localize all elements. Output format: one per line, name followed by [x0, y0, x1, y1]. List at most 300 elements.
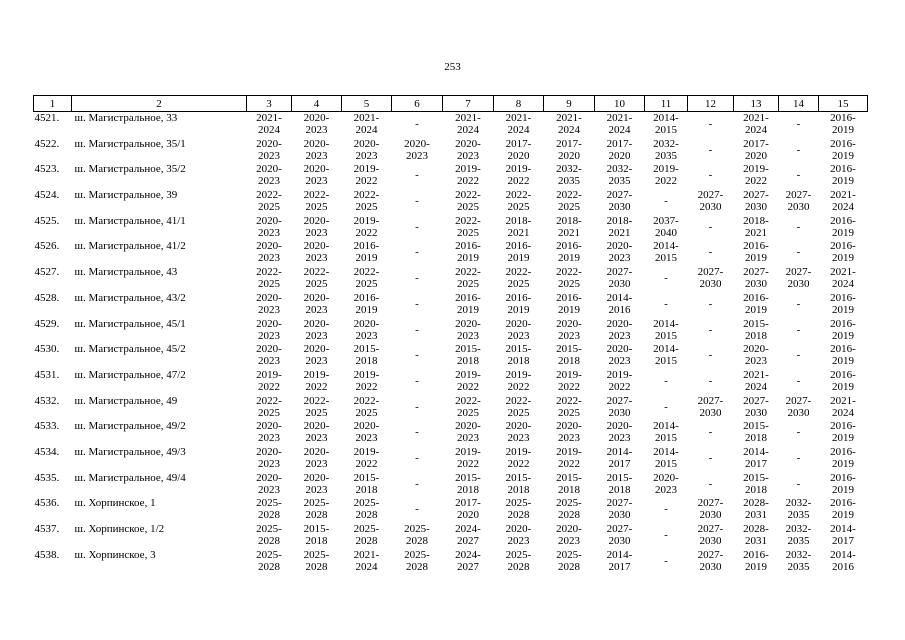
year-range-cell: 2016- 2019	[830, 368, 856, 393]
year-range-cell: 2021- 2024	[830, 394, 856, 419]
year-range-cell: 2014- 2015	[653, 420, 679, 445]
year-range-cell: 2014- 2015	[653, 112, 679, 136]
row-address: ш. Магистральное, 49/3	[74, 445, 186, 458]
row-address: ш. Магистральное, 33	[74, 112, 178, 124]
year-range-cell: 2022- 2025	[505, 189, 532, 214]
column-header: 7	[443, 96, 494, 112]
year-range-cell: -	[415, 349, 419, 362]
year-range-cell: -	[415, 477, 419, 490]
year-range-cell: 2022- 2025	[303, 394, 330, 419]
year-range-cell: 2015- 2018	[606, 471, 633, 496]
year-range-cell: -	[664, 374, 668, 387]
year-range-cell: 2021- 2024	[743, 112, 769, 136]
year-range-cell: -	[415, 246, 419, 259]
year-range-cell: 2037- 2040	[653, 214, 679, 239]
year-range-cell: 2014- 2015	[653, 240, 679, 265]
year-range-cell: 2019- 2022	[505, 368, 532, 393]
year-range-cell: 2019- 2022	[303, 368, 330, 393]
column-header: 2	[72, 96, 247, 112]
table-row	[34, 343, 868, 369]
year-range-cell: 2015- 2018	[743, 420, 769, 445]
year-range-cell: 2017- 2020	[455, 497, 481, 522]
year-range-cell: 2016- 2019	[830, 163, 856, 188]
year-range-cell: 2027- 2030	[697, 394, 724, 419]
year-range-cell: 2025- 2028	[256, 523, 282, 547]
year-range-cell: 2032- 2035	[785, 523, 812, 547]
year-range-cell: 2014- 2017	[830, 523, 856, 547]
year-range-cell: -	[664, 554, 668, 567]
table-row	[34, 472, 868, 498]
year-range-cell: 2020- 2023	[353, 420, 380, 445]
year-range-cell: -	[415, 297, 419, 310]
row-number: 4535.	[34, 471, 60, 484]
year-range-cell: 2020- 2023	[606, 240, 633, 265]
year-range-cell: 2025- 2028	[256, 497, 282, 522]
row-number: 4523.	[34, 163, 60, 176]
year-range-cell: -	[415, 169, 419, 182]
row-address: ш. Хорпинское, 3	[74, 548, 156, 561]
year-range-cell: 2021- 2024	[743, 368, 769, 393]
year-range-cell: -	[415, 400, 419, 413]
year-range-cell: -	[796, 426, 801, 439]
table-row	[34, 163, 868, 189]
year-range-cell: 2025- 2028	[353, 523, 380, 547]
year-range-cell: 2020- 2023	[353, 137, 380, 162]
year-range-cell: -	[796, 220, 801, 233]
year-range-cell: -	[708, 143, 713, 156]
year-range-cell: -	[415, 323, 419, 336]
year-range-cell: 2019- 2022	[653, 163, 679, 188]
row-address: ш. Магистральное, 47/2	[74, 368, 186, 381]
year-range-cell: 2019- 2022	[556, 368, 582, 393]
year-range-cell: 2025- 2028	[303, 497, 330, 522]
year-range-cell: 2022- 2025	[455, 214, 481, 239]
year-range-cell: 2017- 2020	[606, 137, 633, 162]
year-range-cell: 2016- 2019	[830, 214, 856, 239]
year-range-cell: 2016- 2019	[830, 497, 856, 522]
year-range-cell: 2016- 2019	[830, 420, 856, 445]
year-range-cell: 2016- 2019	[830, 291, 856, 316]
year-range-cell: 2020- 2023	[455, 137, 481, 162]
year-range-cell: 2019- 2022	[353, 214, 380, 239]
row-address: ш. Магистральное, 39	[74, 189, 178, 202]
year-range-cell: 2025- 2028	[404, 548, 430, 573]
year-range-cell: -	[796, 297, 801, 310]
year-range-cell: 2019- 2022	[353, 368, 380, 393]
year-range-cell: 2015- 2018	[505, 343, 532, 368]
year-range-cell: 2027- 2030	[606, 523, 633, 547]
year-range-cell: -	[796, 118, 801, 130]
row-number: 4529.	[34, 317, 60, 330]
year-range-cell: 2016- 2019	[505, 240, 532, 265]
year-range-cell: -	[664, 503, 668, 516]
year-range-cell: 2015- 2018	[353, 343, 380, 368]
year-range-cell: 2019- 2022	[455, 445, 481, 470]
year-range-cell: 2022- 2025	[353, 266, 380, 291]
year-range-cell: -	[664, 195, 668, 208]
year-range-cell: 2020- 2023	[256, 240, 282, 265]
column-header: 4	[292, 96, 342, 112]
row-address: ш. Магистральное, 45/1	[74, 317, 186, 330]
year-range-cell: -	[708, 451, 713, 464]
year-range-cell: -	[415, 426, 419, 439]
year-range-cell: 2014- 2015	[653, 317, 679, 342]
year-range-cell: 2015- 2018	[556, 471, 582, 496]
year-range-cell: 2020- 2023	[256, 137, 282, 162]
year-range-cell: 2014- 2015	[653, 343, 679, 368]
year-range-cell: 2020- 2023	[606, 420, 633, 445]
year-range-cell: 2019- 2022	[606, 368, 633, 393]
row-number: 4522.	[34, 137, 60, 150]
table-row	[34, 523, 868, 549]
year-range-cell: 2016- 2019	[830, 471, 856, 496]
year-range-cell: 2027- 2030	[606, 497, 633, 522]
year-range-cell: 2027- 2030	[697, 497, 724, 522]
table-row	[34, 369, 868, 395]
year-range-cell: 2017- 2020	[556, 137, 582, 162]
year-range-cell: 2014- 2015	[653, 445, 679, 470]
year-range-cell: 2021- 2024	[606, 112, 633, 136]
year-range-cell: 2021- 2024	[830, 266, 856, 291]
year-range-cell: 2025- 2028	[556, 548, 582, 573]
year-range-cell: -	[415, 195, 419, 208]
year-range-cell: 2016- 2019	[830, 317, 856, 342]
year-range-cell: -	[664, 297, 668, 310]
row-number: 4532.	[34, 394, 60, 407]
year-range-cell: 2022- 2025	[353, 189, 380, 214]
column-header: 15	[819, 96, 868, 112]
year-range-cell: 2018- 2021	[606, 214, 633, 239]
row-number: 4525.	[34, 214, 60, 227]
year-range-cell: -	[796, 349, 801, 362]
year-range-cell: 2020- 2023	[256, 420, 282, 445]
year-range-cell: 2028- 2031	[743, 523, 769, 547]
year-range-cell: 2021- 2024	[505, 112, 532, 136]
year-range-cell: 2020- 2023	[505, 420, 532, 445]
row-number: 4537.	[34, 523, 60, 535]
table-row	[34, 318, 868, 344]
year-range-cell: -	[664, 529, 668, 541]
year-range-cell: 2022- 2025	[256, 266, 282, 291]
row-number: 4526.	[34, 240, 60, 253]
table-row	[34, 549, 868, 575]
year-range-cell: 2022- 2025	[556, 266, 582, 291]
year-range-cell: 2020- 2023	[743, 343, 769, 368]
column-header: 11	[645, 96, 688, 112]
year-range-cell: 2020- 2023	[256, 445, 282, 470]
year-range-cell: 2021- 2024	[556, 112, 582, 136]
year-range-cell: -	[708, 374, 713, 387]
year-range-cell: 2021- 2024	[353, 112, 380, 136]
year-range-cell: 2020- 2023	[556, 317, 582, 342]
year-range-cell: 2015- 2018	[556, 343, 582, 368]
year-range-cell: 2027- 2030	[606, 266, 633, 291]
year-range-cell: 2014- 2016	[606, 291, 633, 316]
row-number: 4534.	[34, 445, 60, 458]
year-range-cell: 2022- 2025	[455, 394, 481, 419]
year-range-cell: 2027- 2030	[785, 394, 812, 419]
year-range-cell: 2016- 2019	[830, 343, 856, 368]
year-range-cell: 2014- 2017	[606, 548, 633, 573]
year-range-cell: 2025- 2028	[256, 548, 282, 573]
year-range-cell: 2021- 2024	[353, 548, 380, 573]
row-number: 4531.	[34, 368, 60, 381]
year-range-cell: 2016- 2019	[455, 240, 481, 265]
year-range-cell: 2022- 2025	[505, 394, 532, 419]
year-range-cell: 2016- 2019	[830, 112, 856, 136]
year-range-cell: -	[415, 220, 419, 233]
year-range-cell: 2028- 2031	[743, 497, 769, 522]
column-header: 1	[34, 96, 72, 112]
year-range-cell: -	[708, 297, 713, 310]
year-range-cell: 2016- 2019	[353, 291, 380, 316]
year-range-cell: 2022- 2025	[455, 266, 481, 291]
year-range-cell: 2020- 2023	[303, 137, 330, 162]
year-range-cell: 2019- 2022	[353, 445, 380, 470]
year-range-cell: 2020- 2023	[303, 317, 330, 342]
year-range-cell: 2032- 2035	[556, 163, 582, 188]
year-range-cell: -	[796, 169, 801, 182]
year-range-cell: -	[796, 374, 801, 387]
year-range-cell: 2020- 2023	[303, 343, 330, 368]
year-range-cell: 2020- 2023	[303, 163, 330, 188]
row-address: ш. Магистральное, 35/2	[74, 163, 186, 176]
year-range-cell: -	[708, 349, 713, 362]
year-range-cell: 2027- 2030	[743, 266, 769, 291]
year-range-cell: 2020- 2023	[303, 471, 330, 496]
year-range-cell: -	[796, 143, 801, 156]
year-range-cell: -	[415, 503, 419, 516]
row-number: 4536.	[34, 497, 60, 510]
year-range-cell: 2019- 2022	[455, 368, 481, 393]
year-range-cell: 2016- 2019	[556, 291, 582, 316]
row-address: ш. Магистральное, 49/2	[74, 420, 186, 433]
row-number: 4533.	[34, 420, 60, 433]
year-range-cell: 2019- 2022	[505, 445, 532, 470]
row-number: 4538.	[34, 548, 60, 561]
year-range-cell: 2022- 2025	[353, 394, 380, 419]
year-range-cell: 2019- 2022	[256, 368, 282, 393]
row-number: 4527.	[34, 266, 60, 279]
column-header: 10	[595, 96, 645, 112]
year-range-cell: 2027- 2030	[697, 548, 724, 573]
table-header-row	[34, 96, 868, 112]
year-range-cell: -	[708, 426, 713, 439]
year-range-cell: 2020- 2023	[303, 240, 330, 265]
year-range-cell: -	[708, 246, 713, 259]
year-range-cell: 2020- 2023	[353, 317, 380, 342]
column-header: 12	[688, 96, 734, 112]
year-range-cell: -	[415, 272, 419, 285]
year-range-cell: 2022- 2025	[505, 266, 532, 291]
year-range-cell: 2020- 2023	[256, 291, 282, 316]
year-range-cell: 2024- 2027	[455, 523, 481, 547]
year-range-cell: 2020- 2023	[303, 445, 330, 470]
column-header: 13	[734, 96, 779, 112]
year-range-cell: 2015- 2018	[743, 471, 769, 496]
table-row	[34, 292, 868, 318]
table-row	[34, 240, 868, 266]
row-number: 4528.	[34, 291, 60, 304]
year-range-cell: 2020- 2023	[455, 420, 481, 445]
year-range-cell: 2024- 2027	[455, 548, 481, 573]
year-range-cell: 2020- 2023	[256, 214, 282, 239]
year-range-cell: 2021- 2024	[455, 112, 481, 136]
year-range-cell: 2021- 2024	[830, 189, 856, 214]
year-range-cell: 2025- 2028	[353, 497, 380, 522]
year-range-cell: 2019- 2022	[353, 163, 380, 188]
year-range-cell: 2015- 2018	[455, 471, 481, 496]
year-range-cell: 2014- 2016	[830, 548, 856, 573]
year-range-cell: 2015- 2018	[505, 471, 532, 496]
year-range-cell: 2022- 2025	[303, 189, 330, 214]
year-range-cell: -	[415, 374, 419, 387]
year-range-cell: -	[796, 477, 801, 490]
year-range-cell: -	[415, 451, 419, 464]
row-address: ш. Хорпинское, 1/2	[74, 523, 165, 535]
table-body	[34, 112, 868, 575]
year-range-cell: 2016- 2019	[455, 291, 481, 316]
row-address: ш. Магистральное, 43	[74, 266, 178, 279]
year-range-cell: 2027- 2030	[697, 523, 724, 547]
year-range-cell: 2018- 2021	[743, 214, 769, 239]
year-range-cell: -	[708, 220, 713, 233]
year-range-cell: 2022- 2025	[303, 266, 330, 291]
year-range-cell: 2016- 2019	[830, 240, 856, 265]
row-address: ш. Хорпинское, 1	[74, 497, 156, 510]
year-range-cell: 2014- 2017	[606, 445, 633, 470]
year-range-cell: 2016- 2019	[743, 548, 769, 573]
year-range-cell: 2022- 2025	[455, 189, 481, 214]
year-range-cell: 2017- 2020	[743, 137, 769, 162]
register-table	[33, 95, 868, 574]
year-range-cell: 2020- 2023	[556, 523, 582, 547]
year-range-cell: 2016- 2019	[505, 291, 532, 316]
year-range-cell: -	[664, 272, 668, 285]
column-header: 9	[544, 96, 595, 112]
year-range-cell: -	[664, 400, 668, 413]
table-row	[34, 446, 868, 472]
year-range-cell: 2018- 2021	[505, 214, 532, 239]
year-range-cell: 2019- 2022	[505, 163, 532, 188]
year-range-cell: 2019- 2022	[455, 163, 481, 188]
year-range-cell: 2017- 2020	[505, 137, 532, 162]
row-address: ш. Магистральное, 49/4	[74, 471, 186, 484]
year-range-cell: 2032- 2035	[653, 137, 679, 162]
year-range-cell: 2027- 2030	[785, 266, 812, 291]
year-range-cell: 2022- 2025	[256, 394, 282, 419]
year-range-cell: 2016- 2019	[353, 240, 380, 265]
year-range-cell: 2020- 2023	[303, 420, 330, 445]
year-range-cell: 2032- 2035	[785, 548, 812, 573]
column-header: 3	[247, 96, 292, 112]
year-range-cell: 2020- 2023	[303, 214, 330, 239]
row-number: 4530.	[34, 343, 60, 356]
year-range-cell: 2016- 2019	[743, 291, 769, 316]
year-range-cell: 2020- 2023	[303, 291, 330, 316]
table-row	[34, 420, 868, 446]
row-number: 4521.	[34, 112, 60, 124]
year-range-cell: -	[708, 118, 713, 130]
year-range-cell: 2027- 2030	[606, 189, 633, 214]
column-header: 5	[342, 96, 392, 112]
row-address: ш. Магистральное, 41/1	[74, 214, 186, 227]
year-range-cell: 2020- 2023	[556, 420, 582, 445]
year-range-cell: 2020- 2023	[256, 163, 282, 188]
year-range-cell: 2020- 2023	[256, 317, 282, 342]
column-header: 6	[392, 96, 443, 112]
year-range-cell: 2019- 2022	[556, 445, 582, 470]
row-address: ш. Магистральное, 43/2	[74, 291, 186, 304]
year-range-cell: 2015- 2018	[303, 523, 330, 547]
year-range-cell: 2025- 2028	[404, 523, 430, 547]
year-range-cell: 2022- 2025	[556, 189, 582, 214]
year-range-cell: 2027- 2030	[606, 394, 633, 419]
year-range-cell: 2020- 2023	[256, 343, 282, 368]
page-number: 253	[444, 61, 461, 73]
year-range-cell: 2016- 2019	[743, 240, 769, 265]
year-range-cell: 2020- 2023	[505, 523, 532, 547]
column-header: 14	[779, 96, 819, 112]
year-range-cell: 2027- 2030	[743, 394, 769, 419]
row-address: ш. Магистральное, 41/2	[74, 240, 186, 253]
year-range-cell: 2025- 2028	[303, 548, 330, 573]
table-row	[34, 395, 868, 421]
year-range-cell: 2020- 2023	[455, 317, 481, 342]
table-row	[34, 497, 868, 523]
year-range-cell: -	[796, 451, 801, 464]
year-range-cell: 2027- 2030	[785, 189, 812, 214]
year-range-cell: 2020- 2023	[303, 112, 330, 136]
table-row	[34, 189, 868, 215]
table-row	[34, 215, 868, 241]
year-range-cell: 2016- 2019	[830, 137, 856, 162]
year-range-cell: 2020- 2023	[606, 317, 633, 342]
year-range-cell: 2022- 2025	[556, 394, 582, 419]
row-address: ш. Магистральное, 35/1	[74, 137, 186, 150]
year-range-cell: -	[708, 169, 713, 182]
year-range-cell: 2015- 2018	[455, 343, 481, 368]
year-range-cell: 2019- 2022	[743, 163, 769, 188]
year-range-cell: 2020- 2023	[653, 471, 679, 496]
year-range-cell: 2018- 2021	[556, 214, 582, 239]
year-range-cell: 2020- 2023	[256, 471, 282, 496]
year-range-cell: -	[415, 118, 419, 130]
year-range-cell: 2015- 2018	[743, 317, 769, 342]
year-range-cell: 2032- 2035	[785, 497, 812, 522]
year-range-cell: 2027- 2030	[743, 189, 769, 214]
row-address: ш. Магистральное, 49	[74, 394, 178, 407]
year-range-cell: 2020- 2023	[606, 343, 633, 368]
year-range-cell: 2022- 2025	[256, 189, 282, 214]
row-number: 4524.	[34, 189, 60, 202]
year-range-cell: 2025- 2028	[556, 497, 582, 522]
year-range-cell: 2021- 2024	[256, 112, 282, 136]
row-address: ш. Магистральное, 45/2	[74, 343, 186, 356]
year-range-cell: 2016- 2019	[830, 445, 856, 470]
year-range-cell: -	[708, 323, 713, 336]
year-range-cell: 2016- 2019	[556, 240, 582, 265]
year-range-cell: 2027- 2030	[697, 189, 724, 214]
year-range-cell: 2020- 2023	[404, 137, 430, 162]
year-range-cell: -	[796, 246, 801, 259]
table-row	[34, 138, 868, 164]
year-range-cell: 2032- 2035	[606, 163, 633, 188]
column-header: 8	[494, 96, 544, 112]
year-range-cell: 2015- 2018	[353, 471, 380, 496]
year-range-cell: -	[708, 477, 713, 490]
table-row	[34, 266, 868, 292]
